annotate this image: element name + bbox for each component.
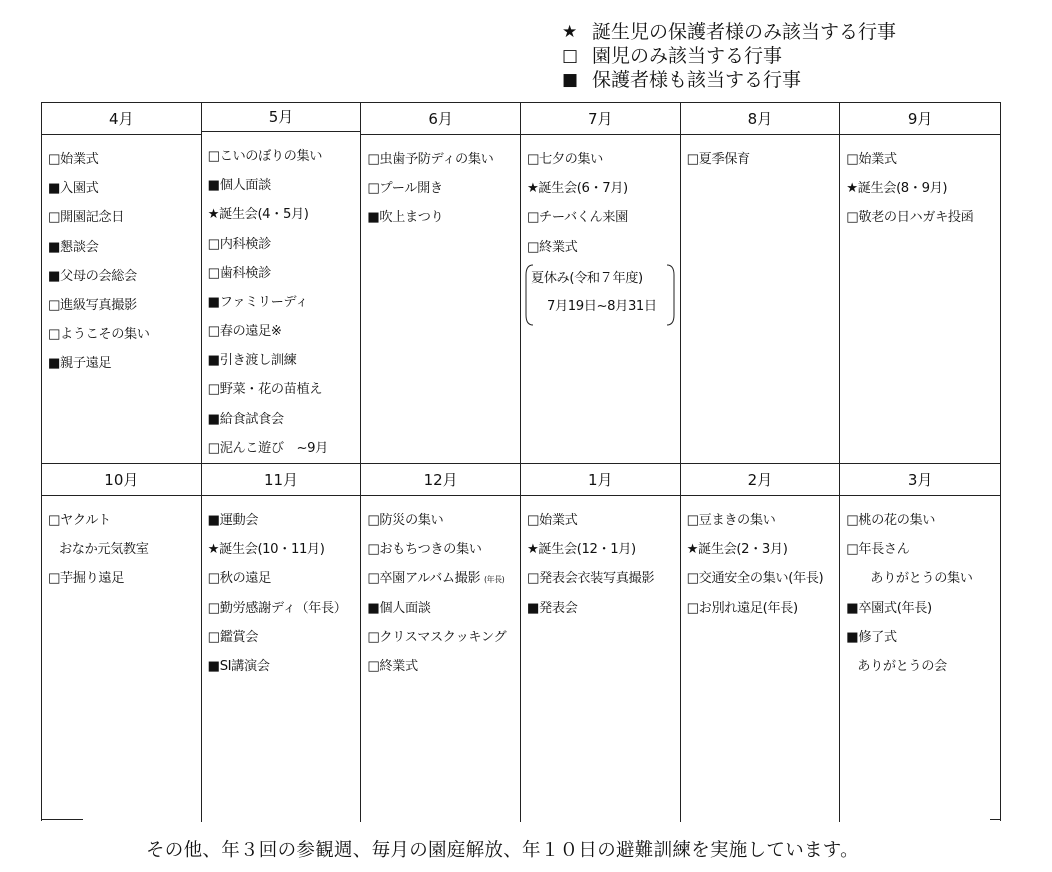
event-item: □年長さん xyxy=(846,542,910,558)
legend-text: 園児のみ該当する行事 xyxy=(592,45,783,67)
month-header: 1月 xyxy=(521,464,680,496)
event-item: □お別れ遠足(年長) xyxy=(686,600,798,616)
event-list xyxy=(681,135,840,174)
event-item: ■懇談会 xyxy=(48,239,99,255)
event-item: □虫歯予防ディの集い xyxy=(367,152,494,167)
star-icon: ★ xyxy=(562,22,578,42)
event-item: □始業式 xyxy=(846,152,897,167)
legend-row xyxy=(562,44,896,68)
event-item: □泥んこ遊び ~9月 xyxy=(207,440,328,456)
calendar-row-upper xyxy=(42,103,1000,463)
event-item: ■修了式 xyxy=(846,629,897,645)
month-header: 5月 xyxy=(202,103,361,132)
event-item: □防災の集い xyxy=(367,513,444,528)
event-item: □チーバくん来園 xyxy=(526,210,628,226)
month-column-october xyxy=(42,464,202,822)
month-column-april xyxy=(42,103,202,463)
event-item: ★誕生会(12・1月) xyxy=(526,542,636,558)
month-header: 3月 xyxy=(840,464,1000,496)
event-item: ■SI講演会 xyxy=(207,658,270,674)
event-item: ■引き渡し訓練 xyxy=(207,353,297,369)
table-bottom-border xyxy=(41,819,83,820)
event-item: ■給食試食会 xyxy=(207,411,284,427)
month-header: 7月 xyxy=(521,103,680,135)
event-item: □野菜・花の苗植え xyxy=(207,382,323,398)
legend-row xyxy=(562,20,896,44)
event-text: □卒園アルバム撮影 xyxy=(367,571,481,587)
event-item: ■個人面談 xyxy=(367,600,431,616)
month-column-december xyxy=(361,464,521,822)
event-item: □勤労感謝ディ（年長） xyxy=(207,600,347,616)
event-item: ■吹上まつり xyxy=(367,210,444,226)
event-item: □プール開き xyxy=(367,181,443,197)
event-item: □始業式 xyxy=(48,152,99,167)
event-item: □こいのぼりの集い xyxy=(207,148,323,164)
event-item: □夏季保育 xyxy=(686,152,750,167)
event-item: □おもちつきの集い xyxy=(367,542,482,558)
month-column-february xyxy=(681,464,841,822)
event-item: ありがとうの会 xyxy=(857,658,947,674)
event-item: ■父母の会総会 xyxy=(48,268,137,284)
event-list xyxy=(42,135,201,379)
month-column-august xyxy=(681,103,841,463)
month-header: 11月 xyxy=(202,464,361,496)
event-item: ★誕生会(8・9月) xyxy=(846,181,948,197)
event-item: □桃の花の集い xyxy=(846,513,936,528)
calendar-row-lower xyxy=(42,463,1000,822)
event-item: □秋の遠足 xyxy=(207,571,271,587)
event-list xyxy=(361,135,520,233)
legend-row xyxy=(562,68,896,92)
month-header: 12月 xyxy=(361,464,520,496)
event-item: □七夕の集い xyxy=(526,152,603,167)
summer-vacation-bracket xyxy=(525,263,673,327)
event-item: ■運動会 xyxy=(207,513,259,528)
event-item: ★誕生会(10・11月) xyxy=(207,542,325,558)
event-list xyxy=(681,496,840,623)
event-item: □豆まきの集い xyxy=(686,513,776,528)
month-header: 10月 xyxy=(42,464,201,496)
event-item: ありがとうの集い xyxy=(870,571,973,587)
footer-note: その他、年３回の参観週、毎月の園庭解放、年１０日の避難訓練を実施しています。 xyxy=(146,840,859,861)
filled-square-icon: ■ xyxy=(562,70,579,90)
month-header: 8月 xyxy=(681,103,840,135)
empty-square-icon: □ xyxy=(562,46,579,66)
event-item: □芋掘り遠足 xyxy=(48,571,124,587)
legend xyxy=(562,20,896,92)
table-bottom-border xyxy=(990,819,1000,820)
event-item: ★誕生会(6・7月) xyxy=(526,181,628,197)
event-list xyxy=(840,496,1000,681)
event-list xyxy=(42,496,201,594)
month-column-may xyxy=(202,103,362,463)
month-header: 4月 xyxy=(42,103,201,135)
event-item: □始業式 xyxy=(526,513,578,528)
event-list xyxy=(202,496,361,681)
event-list xyxy=(521,496,680,623)
legend-text: 保護者様も該当する行事 xyxy=(592,69,802,91)
event-list xyxy=(840,135,1000,233)
event-item: □クリスマスクッキング xyxy=(367,629,507,645)
event-list xyxy=(521,135,680,327)
event-item: □ようこその集い xyxy=(48,327,150,343)
event-item: □開園記念日 xyxy=(48,210,124,226)
event-item: ■入園式 xyxy=(48,181,99,197)
summer-vacation-title: 夏休み(令和７年度) xyxy=(530,270,643,286)
event-calendar xyxy=(41,102,1001,821)
event-item: □進級写真撮影 xyxy=(48,297,137,313)
event-item: ■ファミリーディ xyxy=(207,294,308,310)
event-item: ★誕生会(2・3月) xyxy=(686,542,788,558)
small-note: (年長) xyxy=(484,575,505,585)
event-item: □終業式 xyxy=(526,239,578,255)
month-header: 2月 xyxy=(681,464,840,496)
month-column-march xyxy=(840,464,1000,822)
month-column-july xyxy=(521,103,681,463)
month-header: 6月 xyxy=(361,103,520,135)
event-item xyxy=(367,564,520,593)
event-item: □鑑賞会 xyxy=(207,629,259,645)
month-column-november xyxy=(202,464,362,822)
event-item: ■親子遠足 xyxy=(48,356,112,372)
event-item: ■卒園式(年長) xyxy=(846,600,932,616)
month-column-september xyxy=(840,103,1000,463)
event-item: □内科検診 xyxy=(207,236,271,252)
event-item: ■発表会 xyxy=(526,600,578,616)
legend-text: 誕生児の保護者様のみ該当する行事 xyxy=(592,21,897,43)
event-item: □春の遠足※ xyxy=(207,324,282,340)
month-column-january xyxy=(521,464,681,822)
event-item: □発表会衣装写真撮影 xyxy=(526,571,655,587)
event-item: おなか元気教室 xyxy=(59,542,149,558)
event-item: □ヤクルト xyxy=(48,513,111,528)
event-item: ■個人面談 xyxy=(207,178,271,194)
month-column-june xyxy=(361,103,521,463)
event-item: □敬老の日ハガキ投函 xyxy=(846,210,974,226)
event-list xyxy=(361,496,520,681)
event-item: □交通安全の集い(年長) xyxy=(686,571,824,587)
month-header: 9月 xyxy=(840,103,1000,135)
event-item: □歯科検診 xyxy=(207,265,271,281)
event-list xyxy=(202,132,361,463)
summer-vacation-dates: 7月19日~8月31日 xyxy=(546,298,657,314)
event-item: ★誕生会(4・5月) xyxy=(207,207,309,223)
event-item: □終業式 xyxy=(367,658,418,674)
